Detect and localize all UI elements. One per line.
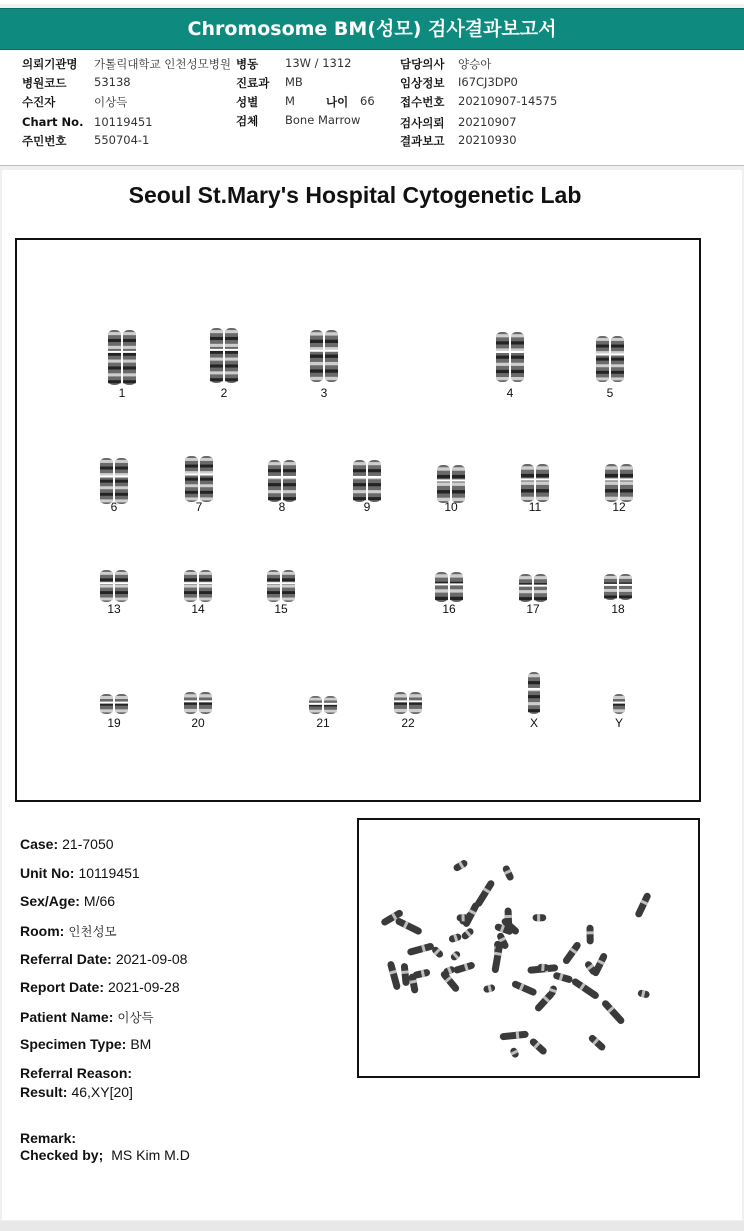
chromosome-label-14: 14 <box>191 602 205 616</box>
ward-value: 13W / 1312 <box>285 56 352 70</box>
karyogram-panel <box>15 238 701 802</box>
clinical-info-label: 임상정보 <box>400 76 445 90</box>
metaphase-chromosome <box>537 964 549 972</box>
chromosome-1 <box>106 330 138 385</box>
facility-value: 가톨릭대학교 인천성모병원 <box>94 57 231 71</box>
physician-label: 담당의사 <box>400 57 445 71</box>
chromosome-10 <box>435 465 467 503</box>
chromosome-21 <box>307 696 339 714</box>
chromosome-label-13: 13 <box>107 602 121 616</box>
metaphase-chromosome <box>449 950 461 962</box>
chromosome-4 <box>494 332 526 382</box>
top-strip <box>0 0 744 4</box>
metaphase-chromosome <box>634 892 652 919</box>
chromosome-18 <box>602 574 634 600</box>
metaphase-chromosome <box>491 941 503 973</box>
metaphase-chromosome <box>528 1037 548 1056</box>
chromosome-label-7: 7 <box>195 500 203 514</box>
chromosome-label-15: 15 <box>274 602 288 616</box>
result-date-label: 결과보고 <box>400 134 445 148</box>
chromosome-label-19: 19 <box>107 716 121 730</box>
sex-label: 성별 <box>236 95 259 109</box>
metaphase-chromosome <box>460 927 475 941</box>
metaphase-chromosome <box>511 980 538 997</box>
unit-no-value: 10119451 <box>78 865 140 881</box>
result-row: Result: 46,XY[20] <box>20 1084 133 1100</box>
metaphase-chromosome <box>453 961 476 974</box>
metaphase-chromosome <box>483 984 496 994</box>
case-value: 21-7050 <box>62 836 114 852</box>
chromosome-label-Y: Y <box>614 716 623 730</box>
chromosome-8 <box>266 460 298 502</box>
facility-label: 의뢰기관명 <box>22 57 78 71</box>
report-date-row: Report Date: 2021-09-28 <box>20 979 180 995</box>
chromosome-3 <box>308 330 340 382</box>
chromosome-14 <box>182 570 214 602</box>
bottom-strip <box>0 1221 744 1231</box>
metaphase-chromosome <box>499 1031 528 1041</box>
metaphase-chromosome <box>412 968 431 979</box>
resident-no-label: 주민번호 <box>22 134 67 148</box>
chromosome-6 <box>98 458 130 504</box>
banner-title: Chromosome BM(성모) 검사결과보고서 <box>187 18 557 40</box>
metaphase-spread <box>359 820 698 1076</box>
lab-title: Seoul St.Mary's Hospital Cytogenetic Lab <box>128 182 582 208</box>
metaphase-image <box>357 818 700 1078</box>
chromosome-label-2: 2 <box>220 386 228 400</box>
chromosome-Y <box>612 694 626 714</box>
report-date-value: 2021-09-28 <box>108 979 180 995</box>
chromosome-11 <box>519 464 551 502</box>
department-label: 진료과 <box>236 76 270 90</box>
ward-label: 병동 <box>236 57 259 71</box>
chromosome-label-22: 22 <box>401 716 415 730</box>
chromosome-label-10: 10 <box>444 500 458 514</box>
chromosome-label-6: 6 <box>110 500 118 514</box>
chromosome-5 <box>594 336 626 382</box>
specimen-value: Bone Marrow <box>285 113 361 127</box>
chromosome-label-X: X <box>529 716 538 730</box>
patient-name-row: Patient Name: 이상득 <box>20 1009 154 1025</box>
specimen-label: 검체 <box>236 114 259 128</box>
metaphase-chromosome <box>474 879 496 908</box>
chromosome-label-17: 17 <box>526 602 540 616</box>
physician-value: 양승아 <box>458 57 492 71</box>
chromosome-20 <box>182 692 214 714</box>
resident-no-value: 550704-1 <box>94 133 150 147</box>
sex-age-value: M/66 <box>83 893 116 909</box>
sex-age-row: Sex/Age: M/66 <box>20 893 116 909</box>
checked-by-row: Checked by; MS Kim M.D <box>20 1147 190 1163</box>
chromosome-7 <box>183 456 215 502</box>
chromosome-label-18: 18 <box>611 602 625 616</box>
metaphase-chromosome <box>637 989 650 998</box>
metaphase-chromosome <box>571 977 601 1000</box>
metaphase-chromosome <box>586 925 593 945</box>
request-date-value: 20210907 <box>458 115 517 129</box>
metaphase-chromosome <box>502 864 515 881</box>
room-row: Room: 인천성모 <box>20 923 117 939</box>
chromosome-label-5: 5 <box>606 386 614 400</box>
patient-label: 수진자 <box>22 95 56 109</box>
chromosome-16 <box>433 572 465 602</box>
remark-row: Remark: <box>20 1130 77 1146</box>
cytogenetic-report <box>2 170 742 1220</box>
report-header <box>0 50 744 166</box>
chromosome-label-20: 20 <box>191 716 205 730</box>
result-date-value: 20210930 <box>458 133 517 147</box>
room-value: 인천성모 <box>68 924 117 939</box>
metaphase-chromosome <box>394 917 423 936</box>
chromosome-9 <box>351 460 383 502</box>
metaphase-chromosome <box>552 971 573 983</box>
chromosome-label-12: 12 <box>612 500 626 514</box>
metaphase-chromosome <box>601 999 626 1026</box>
chromosome-13 <box>98 570 130 602</box>
metaphase-chromosome <box>452 859 469 873</box>
chromosome-label-8: 8 <box>278 500 286 514</box>
metaphase-chromosome <box>387 960 401 990</box>
chromosome-22 <box>392 692 424 714</box>
chromosome-2 <box>208 328 240 383</box>
chromosome-X <box>527 672 541 714</box>
metaphase-chromosome <box>401 963 410 986</box>
chromosome-label-4: 4 <box>506 386 514 400</box>
sex-value: M <box>285 94 295 108</box>
chart-no-value: 10119451 <box>94 115 153 129</box>
metaphase-chromosome <box>587 1033 606 1051</box>
metaphase-chromosome <box>407 942 435 956</box>
request-date-label: 검사의뢰 <box>400 116 445 130</box>
patient-value: 이상득 <box>94 95 128 109</box>
chromosome-label-3: 3 <box>320 386 328 400</box>
specimen-type-row: Specimen Type: BM <box>20 1036 152 1052</box>
receipt-no-value: 20210907-14575 <box>458 94 558 108</box>
metaphase-chromosome <box>457 914 469 921</box>
result-value: 46,XY[20] <box>71 1084 133 1100</box>
metaphase-chromosome <box>562 941 583 966</box>
hospital-code-value: 53138 <box>94 75 131 89</box>
report-banner <box>0 8 744 50</box>
hospital-code-label: 병원코드 <box>22 76 67 90</box>
unit-no-row: Unit No: 10119451 <box>20 865 140 881</box>
metaphase-chromosome <box>448 933 462 944</box>
chart-no-label: Chart No. <box>22 115 84 129</box>
case-row: Case: 21-7050 <box>20 836 114 852</box>
chromosome-17 <box>517 574 549 602</box>
specimen-type-value: BM <box>130 1036 152 1052</box>
department-value: MB <box>285 75 303 89</box>
referral-date-row: Referral Date: 2021-09-08 <box>20 951 188 967</box>
metaphase-chromosome <box>533 914 547 921</box>
chromosome-label-16: 16 <box>442 602 456 616</box>
chromosome-label-11: 11 <box>528 500 542 514</box>
chromosome-label-21: 21 <box>316 716 330 730</box>
patient-name-value: 이상득 <box>117 1010 154 1025</box>
chromosome-19 <box>98 694 130 714</box>
referral-reason-row: Referral Reason: <box>20 1065 133 1081</box>
chromosome-label-1: 1 <box>118 386 126 400</box>
chromosome-label-9: 9 <box>363 500 371 514</box>
chromosome-15 <box>265 570 297 602</box>
metaphase-chromosome <box>509 1047 520 1059</box>
checked-by-value: MS Kim M.D <box>111 1147 190 1163</box>
age-value: 66 <box>360 94 375 108</box>
referral-date-value: 2021-09-08 <box>115 951 188 967</box>
chromosome-12 <box>603 464 635 502</box>
receipt-no-label: 접수번호 <box>400 95 445 109</box>
age-label: 나이 <box>326 95 349 109</box>
clinical-info-value: I67CJ3DP0 <box>458 75 518 89</box>
